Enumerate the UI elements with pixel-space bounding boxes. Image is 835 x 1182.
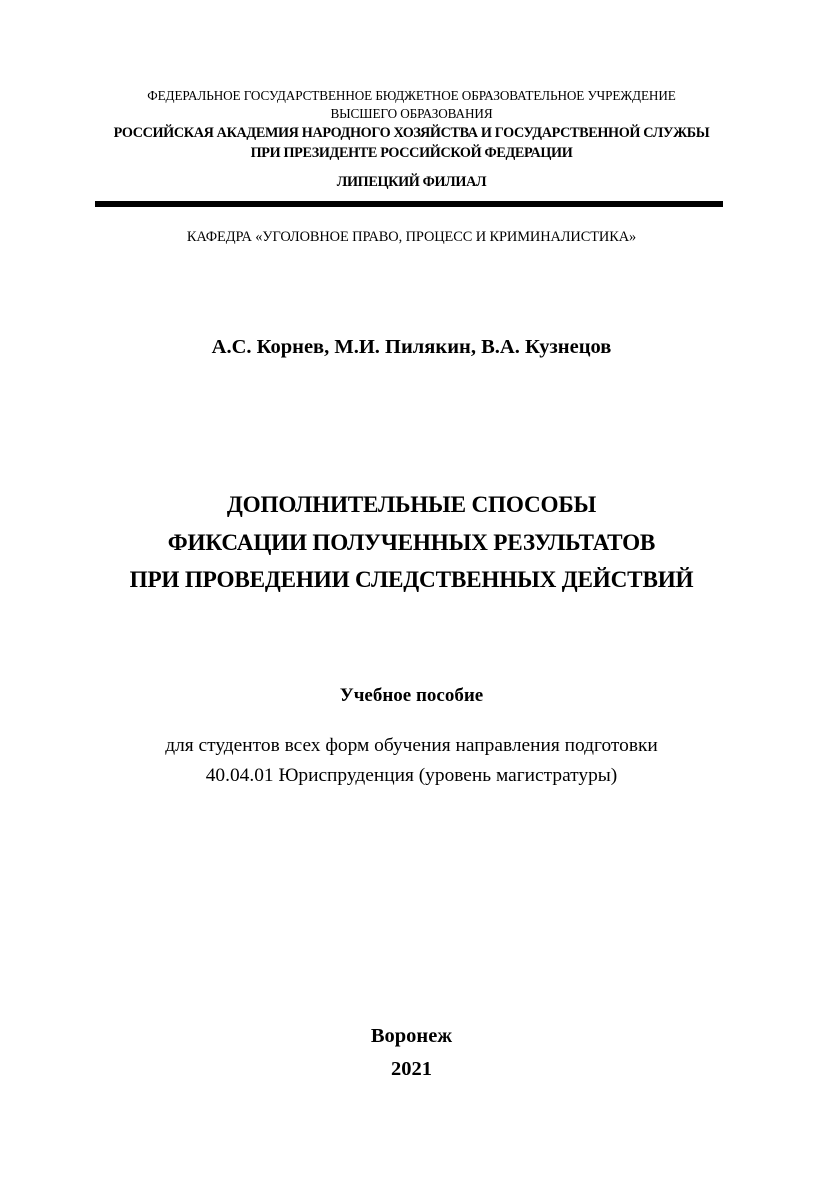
book-title-line-1: ДОПОЛНИТЕЛЬНЫЕ СПОСОБЫ [226, 492, 597, 518]
authors: А.С. Корнев, М.И. Пилякин, В.А. Кузнецов [211, 336, 612, 358]
institution-type-line: ФЕДЕРАЛЬНОЕ ГОСУДАРСТВЕННОЕ БЮДЖЕТНОЕ ОБРАЗОВАТЕЛЬНОЕ УЧРЕЖДЕНИЕ [147, 88, 676, 103]
branch-name: ЛИПЕЦКИЙ ФИЛИАЛ [336, 174, 487, 190]
education-level-line: ВЫСШЕГО ОБРАЗОВАНИЯ [330, 106, 493, 121]
book-title-line-2: ФИКСАЦИИ ПОЛУЧЕННЫХ РЕЗУЛЬТАТОВ [167, 530, 656, 556]
academy-affiliation-line: ПРИ ПРЕЗИДЕНТЕ РОССИЙСКОЙ ФЕДЕРАЦИИ [250, 145, 573, 161]
book-title-line-3: ПРИ ПРОВЕДЕНИИ СЛЕДСТВЕННЫХ ДЕЙСТВИЙ [129, 567, 694, 593]
audience-line-2: 40.04.01 Юриспруденция (уровень магистратуры) [205, 765, 618, 786]
academy-name-line: РОССИЙСКАЯ АКАДЕМИЯ НАРОДНОГО ХОЗЯЙСТВА И ГОСУДАРСТВЕННОЙ СЛУЖБЫ [113, 125, 710, 141]
publication-city: Воронеж [370, 1025, 453, 1047]
publication-year: 2021 [391, 1058, 432, 1080]
department-name: КАФЕДРА «УГОЛОВНОЕ ПРАВО, ПРОЦЕСС И КРИМИНАЛИСТИКА» [186, 229, 637, 245]
header-divider [95, 201, 723, 207]
publication-type: Учебное пособие [339, 685, 484, 706]
audience-line-1: для студентов всех форм обучения направления подготовки [165, 735, 658, 756]
